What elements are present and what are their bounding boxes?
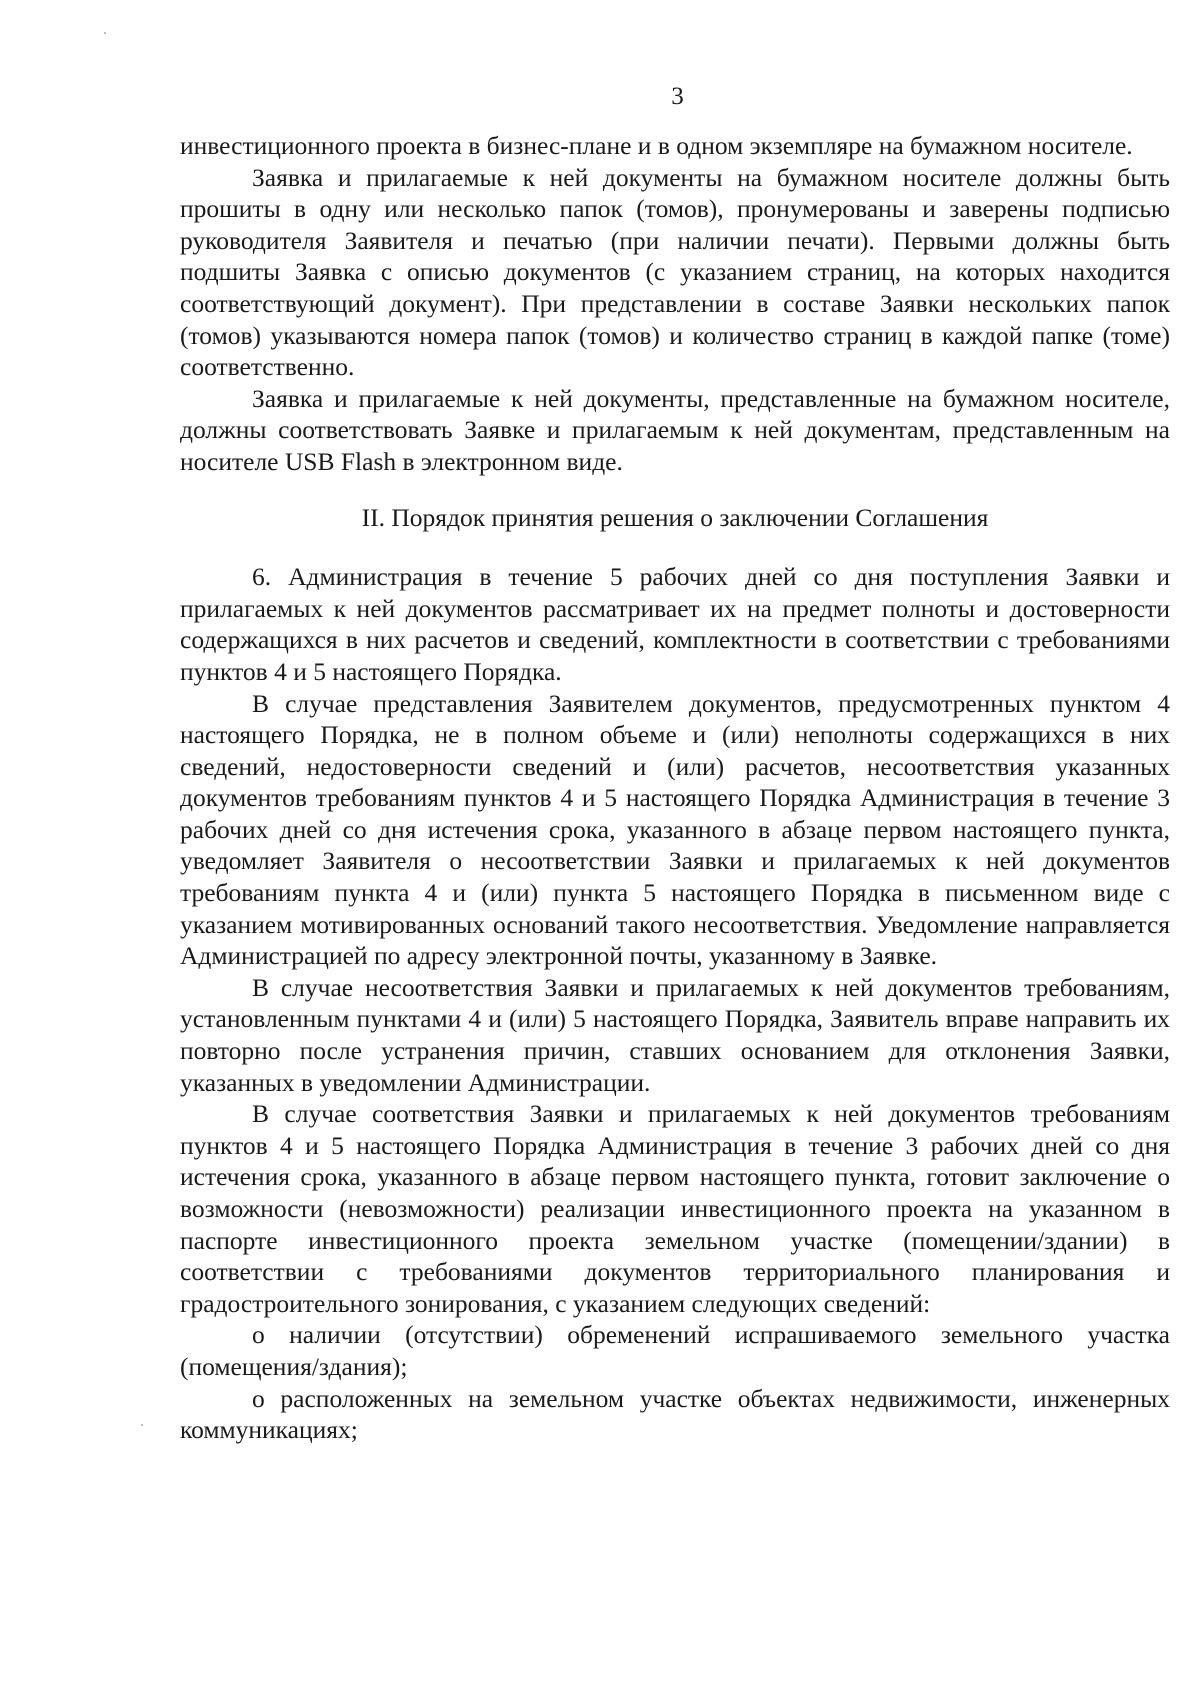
page-number: 3 [671, 83, 684, 110]
paragraph-continuation: инвестиционного проекта в бизнес-плане и в одном экземпляре на бумажном носителе. [180, 131, 1133, 160]
paragraph-item-6: 6. Администрация в течение 5 рабочих дней со дня поступления Заявки и прилагаемых к ней документов рассматривает их на предмет полноты и достоверности содержащихся в них расчетов и сведений, комплектности в соответствии с требованиями пунктов 4 и 5 настоящего Порядка. [180, 562, 1170, 686]
paragraph-resubmission: В случае несоответствия Заявки и прилагаемых к ней документов требованиям, установленным пунктами 4 и (или) 5 настоящего Порядка, Заявитель вправе направить их повторно после устранения причин, ставших основанием для отклонения Заявки, указанных в уведомлении Администрации. [180, 972, 1170, 1097]
scan-speck [141, 1424, 143, 1426]
paragraph-conclusion-preparation: В случае соответствия Заявки и прилагаемых к ней документов требованиям пунктов 4 и 5 настоящего Порядка Администрация в течение 3 рабочих дней со дня истечения срока, указанного в абзаце первом настоящего пункта, готовит заключение о возможности (невозможности) реализации инвестиционного проекта на указанном в паспорте инвестиционного проекта земельном участке (помещении/здании) в соответствии с требованиями документов территориального планирования и градостроительного зонирования, с указанием следующих сведений: [180, 1099, 1170, 1318]
paragraph-encumbrances: о наличии (отсутствии) обременений испрашиваемого земельного участка (помещения/здания); [180, 1320, 1170, 1381]
scan-speck [104, 32, 106, 34]
paragraph-incomplete-documents: В случае представления Заявителем документов, предусмотренных пунктом 4 настоящего Порядка, не в полном объеме и (или) неполноты содержащихся в них сведений, недостоверности сведений и (или) расчетов, несоответствия указанных документов требованиям пунктов 4 и 5 настоящего Порядка Администрация в течение 3 рабочих дней со дня истечения срока, указанного в абзаце первом настоящего пункта, уведомляет Заявителя о несоответствии Заявки и прилагаемых к ней документов требованиям пункта 4 и (или) пункта 5 настоящего Порядка в письменном виде с указанием мотивированных оснований такого несоответствия. Уведомление направляется Администрацией по адресу электронной почты, указанному в Заявке. [180, 688, 1170, 971]
section-heading: II. Порядок принятия решения о заключении Соглашения [361, 502, 989, 532]
paragraph-paper-electronic-match: Заявка и прилагаемые к ней документы, представленные на бумажном носителе, должны соответствовать Заявке и прилагаемым к ней документам, представленным на носителе USB Flash в электронном виде. [180, 383, 1170, 476]
paragraph-real-estate-objects: о расположенных на земельном участке объектах недвижимости, инженерных коммуникациях; [180, 1383, 1170, 1445]
document-body [180, 130, 1170, 1446]
paragraph-binding-requirements: Заявка и прилагаемые к ней документы на бумажном носителе должны быть прошиты в одну или несколько папок (томов), пронумерованы и заверены подписью руководителя Заявителя и печатью (при наличии печати). Первыми должны быть подшиты Заявка с описью документов (с указанием страниц, на которых находится соответствующий документ). При представлении в составе Заявки нескольких папок (томов) указываются номера папок (томов) и количество страниц в каждой папке (томе) соответственно. [180, 162, 1170, 382]
